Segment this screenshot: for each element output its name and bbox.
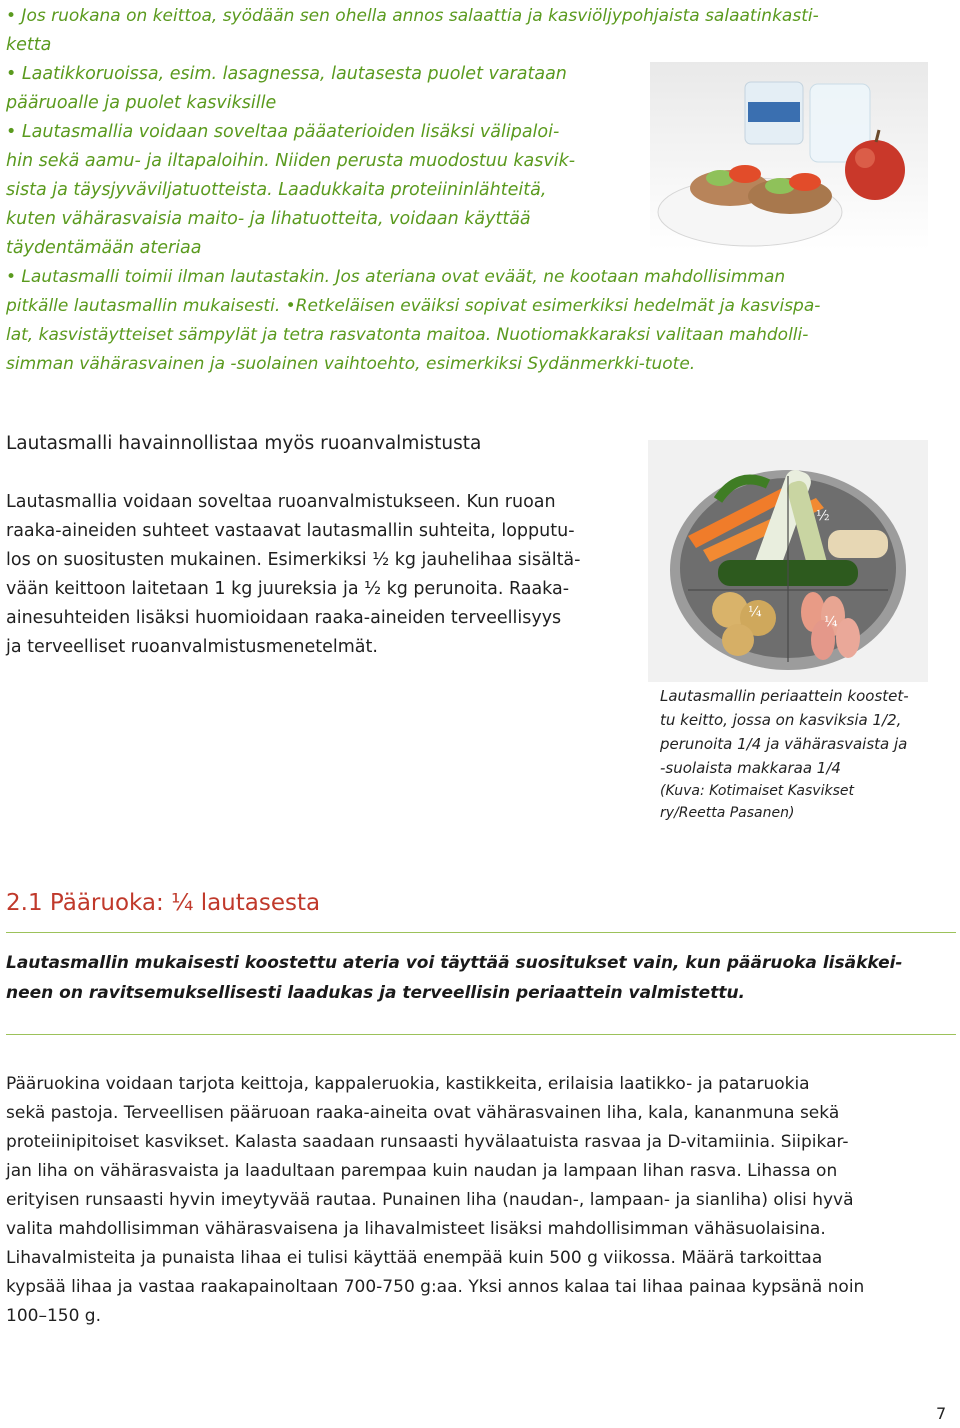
bullet-line: • Jos ruokana on keittoa, syödään sen ohella annos salaattia ja kasviöljypohjaista salaatinkasti- [6,6,819,26]
body-line: Pääruokina voidaan tarjota keittoja, kappaleruokia, kastikkeita, erilaisia laatikko- ja pataruokia [6,1074,810,1094]
body-line: ainesuhteiden lisäksi huomioidaan raaka-aineiden terveellisyys [6,608,562,628]
caption-credit: ry/Reetta Pasanen) [660,805,795,821]
bullet-line: simman vähärasvainen ja -suolainen vaihtoehto, esimerkiksi Sydänmerkki-tuote. [6,354,696,374]
body-line: 100–150 g. [6,1306,101,1326]
body-line: proteiinipitoiset kasvikset. Kalasta saadaan runsaasti hyvälaatuista rasvaa ja D-vitamiinia. Siipikar- [6,1132,849,1152]
page-number: 7 [936,1404,947,1423]
body-line: valita mahdollisimman vähärasvaisena ja lihavalmisteet lisäksi mahdollisimman vähäsuolaisina. [6,1219,826,1239]
heading-divider [6,932,956,933]
chapter-body [6,1070,956,1331]
caption-line: tu keitto, jossa on kasviksia 1/2, [660,711,902,729]
body-line: sekä pastoja. Terveellisen pääruoan raaka-aineita ovat vähärasvainen liha, kala, kananmuna sekä [6,1103,840,1123]
bullet-line: pitkälle lautasmallin mukaisesti. •Retkeläisen eväiksi sopivat esimerkiksi hedelmät ja kasvispa- [6,296,821,316]
section-heading: Lautasmalli havainnollistaa myös ruoanvalmistusta [6,433,482,454]
body-line: kypsää lihaa ja vastaa raakapainoltaan 700-750 g:aa. Yksi annos kalaa tai lihaa painaa kypsänä noin [6,1277,865,1297]
bullet-line: sista ja täysjyväviljatuotteista. Laadukkaita proteiininlähteitä, [6,180,547,200]
body-line: raaka-aineiden suhteet vastaavat lautasmallin suhteita, lopputu- [6,521,575,541]
chapter-lead [6,948,956,1008]
body-line: vään keittoon laitetaan 1 kg juureksia ja ½ kg perunoita. Raaka- [6,579,570,599]
snack-photo [650,62,928,250]
caption-line: -suolaista makkaraa 1/4 [660,759,841,777]
pot-illustration [648,440,928,682]
snack-illustration [650,62,928,250]
body-line: Lautasmallia voidaan soveltaa ruoanvalmistukseen. Kun ruoan [6,492,556,512]
body-line: los on suositusten mukainen. Esimerkiksi ½ kg jauhelihaa sisältä- [6,550,581,570]
body-line: erityisen runsaasti hyvin imeytyvää rautaa. Punainen liha (naudan-, lampaan- ja sianliha) olisi hyvä [6,1190,854,1210]
chapter-title: Pääruoka: ¼ lautasesta [49,890,321,916]
caption-line: Lautasmallin periaattein koostet- [660,687,909,705]
pot-label-half: ½ [816,508,830,524]
body-line: jan liha on vähärasvaista ja laadultaan parempaa kuin naudan ja lampaan lihan rasva. Lihassa on [6,1161,838,1181]
bullet-line: lat, kasvistäytteiset sämpylät ja tetra rasvatonta maitoa. Nuotiomakkaraksi valitaan mahdolli- [6,325,809,345]
pot-label-quarter-left: ¼ [748,604,762,620]
lead-divider [6,1034,956,1035]
lead-line: neen on ravitsemuksellisesti laadukas ja terveellisin periaattein valmistettu. [6,983,746,1003]
section-body [6,488,616,662]
bullet-line: pääruoalle ja puolet kasviksille [6,93,277,113]
pot-label-quarter-right: ¼ [824,614,838,630]
bullet-line: täydentämään ateriaa [6,238,202,258]
chapter-number: 2.1 [6,890,43,916]
bullet-line: hin sekä aamu- ja iltapaloihin. Niiden perusta muodostuu kasvik- [6,151,576,171]
body-line: ja terveelliset ruoanvalmistusmenetelmät. [6,637,378,657]
caption-line: perunoita 1/4 ja vähärasvaista ja [660,735,908,753]
bullet-line: ketta [6,35,52,55]
lead-line: Lautasmallin mukaisesti koostettu ateria voi täyttää suositukset vain, kun pääruoka lisäkkei- [6,953,903,973]
photo-caption [660,684,950,824]
pot-photo [648,440,928,682]
bullet-line: • Lautasmalli toimii ilman lautastakin. Jos ateriana ovat eväät, ne kootaan mahdollisimman [6,267,786,287]
bullet-line: • Laatikkoruoissa, esim. lasagnessa, lautasesta puolet varataan [6,64,567,84]
caption-credit: (Kuva: Kotimaiset Kasvikset [660,783,854,799]
body-line: Lihavalmisteita ja punaista lihaa ei tulisi käyttää enempää kuin 500 g viikossa. Määrä tarkoittaa [6,1248,823,1268]
bullet-line: • Lautasmallia voidaan soveltaa pääaterioiden lisäksi välipaloi- [6,122,560,142]
bullet-line: kuten vähärasvaisia maito- ja lihatuotteita, voidaan käyttää [6,209,531,229]
chapter-heading [6,890,320,916]
